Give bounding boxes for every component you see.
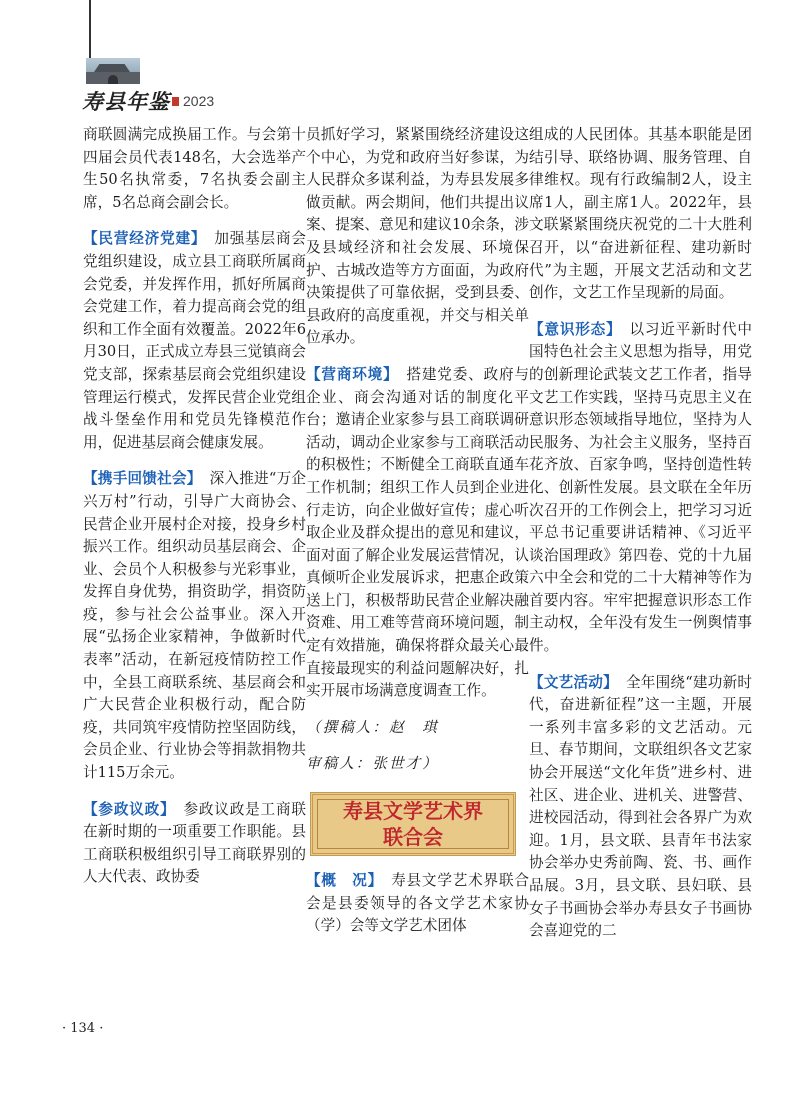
section-body: 深入推进“万企兴万村”行动，引导广大商协会、民营企业开展村企对接，投身乡村振兴工作。组织动员基层商会、企业、会员个人积极参与光彩事业，发挥自身优势，捐资助学，捐资防疫，参与社会公益事业。深入开展“弘扬企业家精神，争做新时代表率”活动，在新冠疫情防控工作中，全县工商联系统、基层商会和广大民营企业积极行动，配合防疫，共同筑牢疫情防控坚固防线，会员企业、行业协会等捐款捐物共计115万余元。 xyxy=(83,470,306,782)
section-body: 寿县文学艺术界联合会是县委领导的各文学艺术家协（学）会等文学艺术团体 xyxy=(306,872,529,935)
yearbook-year: 2023 xyxy=(183,93,215,109)
section-arts-activities xyxy=(529,672,752,943)
section-heading: 【民营经济党建】 xyxy=(83,230,207,248)
reviewer-credit: 审稿人：张世才） xyxy=(306,755,439,773)
header-rule xyxy=(89,0,91,62)
text-column-1 xyxy=(83,124,306,903)
section-body: 加强基层商会党组织建设，成立县工商联所属商会党委，并发挥作用，抓好所属商会党建工作，着力提高商会党的组织和工作全面有效覆盖。2022年6月30日，正式成立寿县三觉镇商会党支部，探索基层商会党组织建设管理运行模式，发挥民营企业党组战斗堡垒作用和党员先锋模范作用，促进基层商会健康发展。 xyxy=(83,230,306,451)
header-city-gate-image xyxy=(86,58,140,84)
section-business-environment xyxy=(306,364,529,703)
chapter-banner xyxy=(310,792,516,856)
page-number: · 134 · xyxy=(62,1021,104,1036)
section-body: 以习近平新时代中国特色社会主义思想为指导，用党的创新理论武装文艺工作者，指导文艺工作实践，坚持马克思主义在意识形态领域指导地位，坚持为人民服务、为社会主义服务，坚持百花齐放、百家争鸣，坚持创造性转化、创新性发展。县文联在全年历次召开的工作例会上，把学习习近平总书记重要讲话精神、《习近平谈治国理政》第四卷、党的十九届六中全会和党的二十大精神等作为首要内容。牢牢把握意识形态工作主动权，全年没有发生一例舆情事件。 xyxy=(529,320,752,655)
section-heading: 【携手回馈社会】 xyxy=(83,470,202,488)
section-private-economy-party xyxy=(83,228,306,454)
section-give-back-society xyxy=(83,468,306,784)
section-overview xyxy=(306,870,529,938)
text-column-3 xyxy=(529,124,752,957)
section-heading: 【参政议政】 xyxy=(83,800,176,818)
yearbook-title: 寿县年鉴 xyxy=(82,89,170,114)
section-body: 参政议政是工商联在新时期的一项重要工作职能。县工商联积极组织引导工商联界别的人大代表、政协委 xyxy=(83,800,306,886)
section-political-participation xyxy=(83,799,306,889)
paragraph: 商联圆满完成换届工作。与会第十四届会员代表148名，大会选举产生50名执常委，7名执委会副主席，5名总商会副会长。 xyxy=(83,126,306,211)
text-column-2 xyxy=(306,124,529,952)
section-body: 搭建党委、政府与企业、商会沟通对话的制度化平台；邀请企业家参与县工商联调研活动，调动企业家参与工商联活动的积极性；不断健全工商联直通车工作机制；组织工作人员到企业进行走访，向企业做好宣传；虚心听取企业及群众提出的意见和建议，面对面了解企业发展运营情况，认真倾听企业发展诉求，把惠企政策送上门，积极帮助民营企业解决融资难、用工难等营商环境问题，制定有效措施，确保将群众最关心最直接最现实的利益问题解决好，扎实开展市场满意度调查工作。 xyxy=(306,365,529,700)
section-ideology xyxy=(529,319,752,658)
section-heading: 【营商环境】 xyxy=(306,365,399,383)
author-credit: （撰稿人：赵 琪 xyxy=(306,718,439,736)
section-body: 全年围绕“建功新时代，奋进新征程”这一主题，开展一系列丰富多彩的文艺活动。元旦、春节期间，文联组织各文艺家协会开展送“文化年货”进乡村、进社区、进企业、进机关、进警营、进校园活动，得到社会各界广为欢迎。1月，县文联、县青年书法家协会举办史秀前陶、瓷、书、画作品展。3月，县文联、县妇联、县女子书画协会举办寿县女子书画协会喜迎党的二 xyxy=(529,673,752,940)
seal-icon xyxy=(172,97,179,106)
paragraph: 员抓好学习，紧紧围绕经济建设这个中心，为党和政府当好参谋，为人民群众多谋利益，为寿县发展多做贡献。两会期间，他们共提出议案、提案、意见和建议10余条，涉及县域经济和社会发展、环境保护、古城改造等方方面面，为政府决策提供了可靠依据，受到县委、县政府的高度重视，并交与相关单位承办。 xyxy=(306,126,529,347)
running-header xyxy=(82,86,214,116)
paragraph: 组成的人民团体。其基本职能是团结引导、联络协调、服务管理、自律维权。现有行政编制2人，设主席1人，副主席1人。2022年，县文联紧紧围绕庆祝党的二十大胜利召开，以“奋进新征程、建功新时代”为主题，开展文艺活动和文艺创作，文艺工作呈现新的局面。 xyxy=(529,126,752,302)
section-heading: 【意识形态】 xyxy=(529,320,622,338)
chapter-banner-title: 寿县文学艺术界 联合会 xyxy=(343,799,483,850)
section-heading: 【概 况】 xyxy=(306,872,384,890)
section-heading: 【文艺活动】 xyxy=(529,673,618,691)
